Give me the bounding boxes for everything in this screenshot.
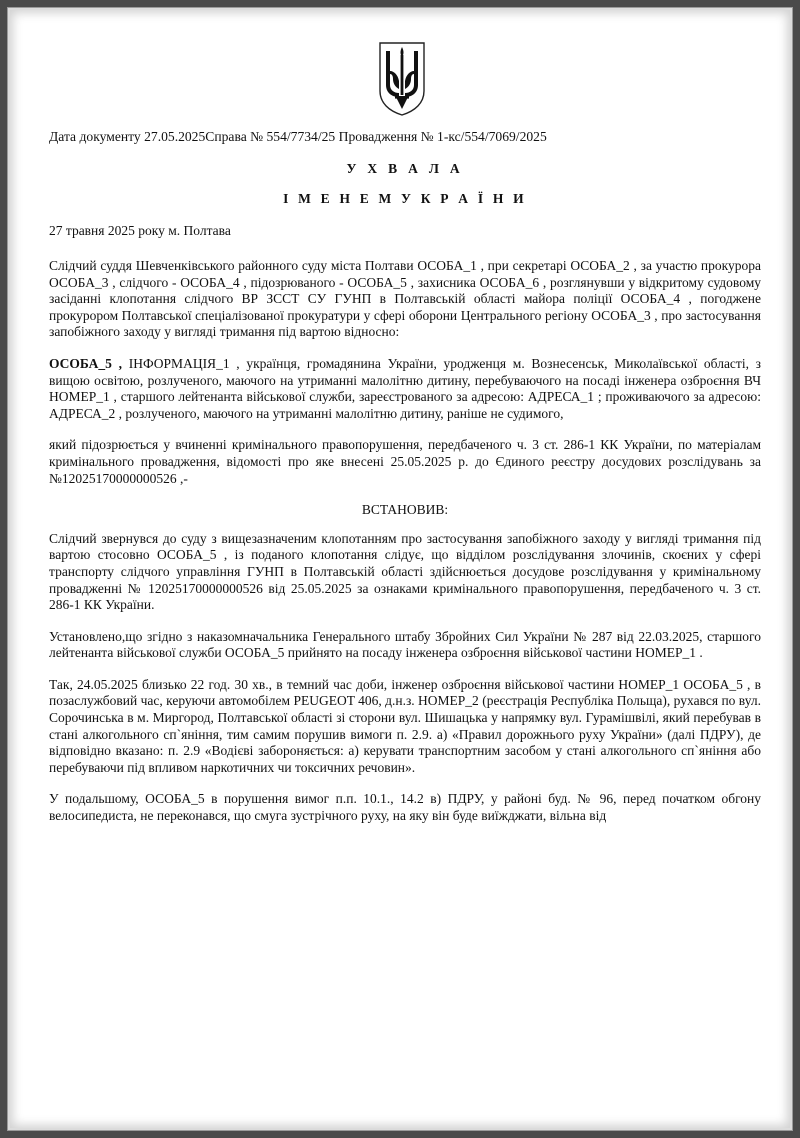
person-info-paragraph — [49, 356, 761, 422]
document-date: Дата документу 27.05.2025 — [49, 129, 206, 144]
established-heading: ВСТАНОВИВ: — [361, 502, 449, 518]
in-the-name-of-ukraine: І М Е Н Е М У К Р А Ї Н И — [283, 191, 527, 206]
suspicion-paragraph: який підозрюється у вчиненні кримінального правопорушення, передбаченого ч. 3 ст. 286-1 КК України, по матеріалам кримінального провадження, відомості про яке внесені 25.05.2025 р. до Єдиного реєстру досудових розслідувань за №12025170000000526 ,- — [49, 437, 761, 486]
ruling-title: У Х В А Л А — [346, 161, 464, 176]
proceeding-number: Провадження № 1-кс/554/7069/2025 — [338, 129, 547, 144]
intro-paragraph: Слідчий суддя Шевченківського районного суду міста Полтави ОСОБА_1 , при секретарі ОСОБА_2 , за участю прокурора ОСОБА_3 , слідчого - ОСОБА_4 , підозрюваного - ОСОБА_5 , захисника ОСОБА_6 , розглянувши у відкритому судовому засіданні клопотання слідчого ВР ЗССТ СУ ГУНП в Полтавській області майора поліції ОСОБА_4 , погоджене прокурором Полтавської спеціалізованої прокуратури у сфері оборони Центрального регіону ОСОБА_3 , про застосування запобіжного заходу у вигляді тримання під вартою відносно: — [49, 258, 761, 340]
case-number: Справа № 554/7734/25 — [205, 129, 336, 144]
date-and-place: 27 травня 2025 року м. Полтава — [49, 223, 231, 238]
violation-paragraph: У подальшому, ОСОБА_5 в порушення вимог п.п. 10.1., 14.2 в) ПДРУ, у районі буд. № 96, перед початком обгону велосипедиста, не переконався, що смуга зустрічного руху, на яку він буде виїжджати, вільна від — [49, 791, 761, 824]
person-details: ІНФОРМАЦІЯ_1 , українця, громадянина України, уродженця м. Вознесенськ, Миколаївської області, з вищою освітою, розлученого, маючого на утриманні малолітню дитину, перебуваючого на посаді інженера озброєння ВЧ НОМЕР_1 , старшого лейтенанта військової служби, зареєстрованого за адресою: АДРЕСА_1 ; проживаючого за адресою: АДРЕСА_2 , розлученого, маючого на утриманні малолітню дитину, раніше не судимого, — [49, 355, 761, 421]
incident-paragraph: Так, 24.05.2025 близько 22 год. 30 хв., в темний час доби, інженер озброєння військової частини НОМЕР_1 ОСОБА_5 , в позаслужбовий час, керуючи автомобілем PEUGEOT 406, д.н.з. НОМЕР_2 (реєстрація Республіка Польща), рухався по вул. Сорочинська в м. Миргород, Полтавської області зі сторони вул. Шишацька у напрямку вул. Гурамішвілі, який перебував в стані алкогольного сп`яніння, тим самим порушив вимоги п. 2.9. а) «Правил дорожнього руху України» (далі ПДРУ), де відповідно вказано: п. 2.9 «Водієві забороняється: а) керувати транспортним засобом у стані алкогольного сп`яніння або перебуваючи під впливом наркотичних чи токсичних речовин». — [49, 676, 761, 775]
ukraine-trident-emblem-icon — [377, 41, 427, 117]
document-metadata — [49, 129, 761, 145]
person-name: ОСОБА_5 , — [49, 355, 123, 371]
document-body — [49, 258, 761, 840]
motion-paragraph: Слідчий звернувся до суду з вищезазначеним клопотанням про застосування запобіжного заходу у вигляді тримання під вартою стосовно ОСОБА_5 , із поданого клопотання слідує, що відділом розслідування злочинів, скоєних у сфері транспорту слідчого управління ГУНП в Полтавській області здійснюється досудове розслідування у кримінальному провадженні № 12025170000000526 від 25.05.2025 за ознаками кримінального правопорушення, передбаченого ч. 3 ст. 286-1 КК України. — [49, 530, 761, 613]
appointment-paragraph: Установлено,що згідно з наказомначальника Генерального штабу Збройних Сил України № 287 від 22.03.2025, старшого лейтенанта військової служби ОСОБА_5 прийнято на посаду інженера озброєння військової частини НОМЕР_1 . — [49, 628, 761, 661]
